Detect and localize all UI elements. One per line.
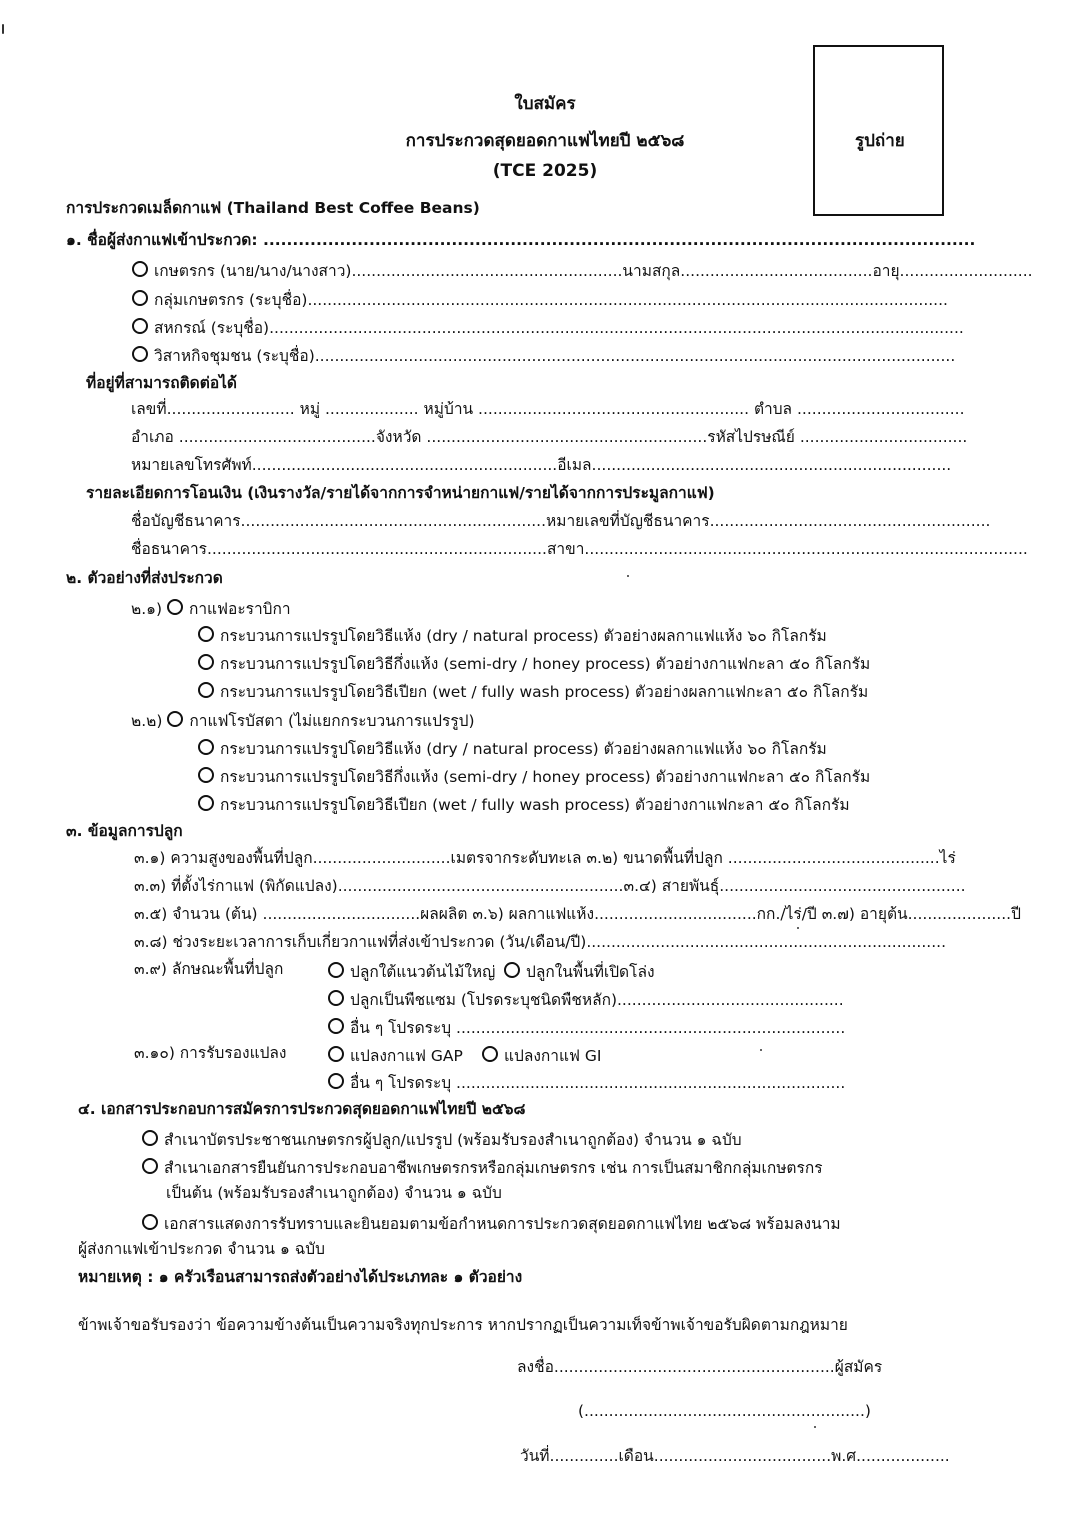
- area-intercrop-row: [328, 990, 844, 1009]
- arabica-radio[interactable]: [167, 599, 183, 615]
- robusta-dry-row: [198, 739, 827, 758]
- robusta-label: กาแฟโรบัสตา (ไม่แยกกระบวนการแปรรูป): [189, 712, 475, 730]
- declaration: ข้าพเจ้าขอรับรองว่า ข้อความข้างต้นเป็นความจริงทุกประการ หากปรากฏเป็นความเท็จข้าพเจ้าขอรับผิดตามกฎหมาย: [78, 1316, 848, 1334]
- area-shade-label: ปลูกใต้แนวต้นไม้ใหญ่: [350, 963, 496, 981]
- bank-line-2: ชื่อธนาคาร.....................................................................สาขา..........................................................................................: [131, 540, 1028, 558]
- arabica-dry-radio[interactable]: [198, 626, 214, 642]
- area-shade-row: [328, 962, 495, 981]
- signature-name-line: (.........................................................): [578, 1402, 871, 1420]
- cert-other-row: [328, 1073, 845, 1092]
- arabica-label: กาแฟอะราบิกา: [188, 600, 291, 618]
- arabica-wet-row: [198, 682, 868, 701]
- cert-gi-row: [482, 1046, 601, 1065]
- scan-dot: [814, 1426, 816, 1428]
- coop-row: [132, 318, 964, 337]
- s4-heading: ๔. เอกสารประกอบการสมัครการประกวดสุดยอดกาแฟไทยปี ๒๕๖๘: [78, 1100, 526, 1118]
- cert-gap-label: แปลงกาแฟ GAP: [350, 1047, 463, 1065]
- farmer-radio[interactable]: [132, 261, 148, 277]
- arabica-dry-row: [198, 626, 827, 645]
- s3-heading: ๓. ข้อมูลการปลูก: [66, 822, 183, 840]
- area-intercrop-label: ปลูกเป็นพืชแซม (โปรดระบุชนิดพืชหลัก)..............................................: [350, 991, 844, 1009]
- area-open-radio[interactable]: [504, 962, 520, 978]
- enterprise-row: [132, 346, 955, 365]
- area-type-label: ๓.๙) ลักษณะพื้นที่ปลูก: [134, 960, 284, 978]
- group-row: [132, 290, 948, 309]
- cert-other-label: อื่น ๆ โปรดระบุ ...............................................................................: [350, 1074, 846, 1092]
- signature-line: ลงชื่อ.........................................................ผู้สมัคร: [517, 1358, 883, 1376]
- cert-gap-row: [328, 1046, 463, 1065]
- area-intercrop-radio[interactable]: [328, 990, 344, 1006]
- area-shade-radio[interactable]: [328, 962, 344, 978]
- arabica-wet-label: กระบวนการแปรรูปโดยวิธีเปียก (wet / fully wash process) ตัวอย่างผลกาแฟกะลา ๕๐ กิโลกรัม: [220, 683, 869, 701]
- robusta-wet-radio[interactable]: [198, 795, 214, 811]
- doc-occupation-radio[interactable]: [142, 1158, 158, 1174]
- arabica-honey-label: กระบวนการแปรรูปโดยวิธีกึ่งแห้ง (semi-dry / honey process) ตัวอย่างกาแฟกะลา ๕๐ กิโลกรัม: [220, 655, 871, 673]
- doc-consent-line-2: ผู้ส่งกาแฟเข้าประกวด จำนวน ๑ ฉบับ: [78, 1240, 325, 1258]
- cert-gi-radio[interactable]: [482, 1046, 498, 1062]
- arabica-honey-radio[interactable]: [198, 654, 214, 670]
- doc-idcard-radio[interactable]: [142, 1130, 158, 1146]
- arabica-honey-row: [198, 654, 870, 673]
- arabica-dry-label: กระบวนการแปรรูปโดยวิธีแห้ง (dry / natural process) ตัวอย่างผลกาแฟแห้ง ๖๐ กิโลกรัม: [220, 627, 827, 645]
- enterprise-label: วิสาหกิจชุมชน (ระบุชื่อ)..................................................................................................................................: [154, 347, 956, 365]
- note: หมายเหตุ : ๑ ครัวเรือนสามารถส่งตัวอย่างได้ประเภทละ ๑ ตัวอย่าง: [78, 1268, 523, 1286]
- area-other-label: อื่น ๆ โปรดระบุ ...............................................................................: [350, 1019, 846, 1037]
- doc-occupation-row: [142, 1158, 823, 1177]
- area-other-row: [328, 1018, 845, 1037]
- cert-gi-label: แปลงกาแฟ GI: [504, 1047, 602, 1065]
- robusta-wet-label: กระบวนการแปรรูปโดยวิธีเปียก (wet / fully wash process) ตัวอย่างกาแฟกะลา ๕๐ กิโลกรัม: [220, 796, 850, 814]
- farmer-label: เกษตรกร (นาย/นาง/นางสาว).......................................................นามสกุล.......................................อายุ...........................: [154, 262, 1033, 280]
- address-line-2: อำเภอ ........................................จังหวัด .........................................................รหัสไปรษณีย์ ..................................: [131, 428, 968, 446]
- robusta-honey-row: [198, 767, 870, 786]
- group-radio[interactable]: [132, 290, 148, 306]
- area-open-row: [504, 962, 655, 981]
- cert-gap-radio[interactable]: [328, 1046, 344, 1062]
- photo-box: [813, 45, 944, 216]
- group-label: กลุ่มเกษตรกร (ระบุชื่อ)..................................................................................................................................: [154, 291, 948, 309]
- scan-dot: [797, 927, 799, 929]
- address-line-1: เลขที่.......................... หมู่ ................... หมู่บ้าน ....................................................... ตำบล ..................................: [131, 400, 965, 418]
- contest-code: (TCE 2025): [492, 161, 598, 181]
- scan-dot: [627, 575, 629, 577]
- s2-heading: ๒. ตัวอย่างที่ส่งประกวด: [66, 569, 223, 587]
- cert-other-radio[interactable]: [328, 1073, 344, 1089]
- category-line: การประกวดเมล็ดกาแฟ (Thailand Best Coffee Beans): [66, 199, 480, 217]
- farmer-row: [132, 261, 1033, 280]
- arabica-row: [131, 599, 291, 618]
- address-line-3: หมายเลขโทรศัพท์..............................................................อีเมล.........................................................................: [131, 456, 952, 474]
- doc-consent-label: เอกสารแสดงการรับทราบและยินยอมตามข้อกำหนดการประกวดสุดยอดกาแฟไทย ๒๕๖๘ พร้อมลงนาม: [164, 1215, 841, 1233]
- contest-title: การประกวดสุดยอดกาแฟไทยปี ๒๕๖๘: [405, 131, 685, 151]
- s1-heading: ๑. ชื่อผู้ส่งกาแฟเข้าประกวด: .........................................................................................................................: [66, 231, 976, 249]
- doc-consent-radio[interactable]: [142, 1214, 158, 1230]
- scan-dot: [760, 1049, 762, 1051]
- planting-row-3: ๓.๕) จำนวน (ต้น) ................................ผลผลิต ๓.๖) ผลกาแฟแห้ง.................................กก./ไร่/ปี ๓.๗) อายุต้น.....................ปี: [134, 905, 1021, 923]
- robusta-honey-radio[interactable]: [198, 767, 214, 783]
- robusta-wet-row: [198, 795, 850, 814]
- bank-line-1: ชื่อบัญชีธนาคาร..............................................................หมายเลขที่บัญชีธนาคาร.........................................................: [131, 512, 991, 530]
- transfer-heading: รายละเอียดการโอนเงิน (เงินรางวัล/รายได้จากการจำหน่ายกาแฟ/รายได้จากการประมูลกาแฟ): [86, 484, 715, 502]
- area-other-radio[interactable]: [328, 1018, 344, 1034]
- coop-radio[interactable]: [132, 318, 148, 334]
- doc-idcard-label: สำเนาบัตรประชาชนเกษตรกรผู้ปลูก/แปรรูป (พร้อมรับรองสำเนาถูกต้อง) จำนวน ๑ ฉบับ: [164, 1131, 742, 1149]
- signature-date-line: วันที่..............เดือน....................................พ.ศ...................: [520, 1447, 950, 1465]
- doc-idcard-row: [142, 1130, 742, 1149]
- robusta-dry-radio[interactable]: [198, 739, 214, 755]
- doc-occupation-label: สำเนาเอกสารยืนยันการประกอบอาชีพเกษตรกรหรือกลุ่มเกษตรกร เช่น การเป็นสมาชิกกลุ่มเกษตรกร: [164, 1159, 823, 1177]
- robusta-radio[interactable]: [167, 711, 183, 727]
- form-title: ใบสมัคร: [514, 94, 576, 114]
- area-open-label: ปลูกในพื้นที่เปิดโล่ง: [526, 963, 655, 981]
- robusta-dry-label: กระบวนการแปรรูปโดยวิธีแห้ง (dry / natural process) ตัวอย่างผลกาแฟแห้ง ๖๐ กิโลกรัม: [220, 740, 827, 758]
- cert-label: ๓.๑๐) การรับรองแปลง: [134, 1044, 287, 1062]
- photo-label: รูปถ่าย: [855, 131, 905, 151]
- robusta-honey-label: กระบวนการแปรรูปโดยวิธีกึ่งแห้ง (semi-dry / honey process) ตัวอย่างกาแฟกะลา ๕๐ กิโลกรัม: [220, 768, 871, 786]
- doc-occupation-line-2: เป็นต้น (พร้อมรับรองสำเนาถูกต้อง) จำนวน ๑ ฉบับ: [166, 1184, 502, 1202]
- planting-row-4: ๓.๘) ช่วงระยะเวลาการเก็บเกี่ยวกาแฟที่ส่งเข้าประกวด (วัน/เดือน/ปี).........................................................................: [134, 933, 946, 951]
- planting-row-1: ๓.๑) ความสูงของพื้นที่ปลูก............................เมตรจากระดับทะเล ๓.๒) ขนาดพื้นที่ปลูก ...........................................ไร่: [134, 849, 956, 867]
- doc-consent-row: [142, 1214, 841, 1233]
- robusta-number: ๒.๒): [131, 712, 163, 730]
- planting-row-2: ๓.๓) ที่ตั้งไร่กาแฟ (พิกัดแปลง)..........................................................๓.๔) สายพันธุ์..................................................: [134, 877, 966, 895]
- enterprise-radio[interactable]: [132, 346, 148, 362]
- arabica-number: ๒.๑): [131, 600, 163, 618]
- coop-label: สหกรณ์ (ระบุชื่อ).............................................................................................................................................: [154, 319, 964, 337]
- arabica-wet-radio[interactable]: [198, 682, 214, 698]
- scan-mark: [2, 24, 4, 34]
- address-heading: ที่อยู่ที่สามารถติดต่อได้: [86, 374, 237, 392]
- robusta-row: [131, 711, 475, 730]
